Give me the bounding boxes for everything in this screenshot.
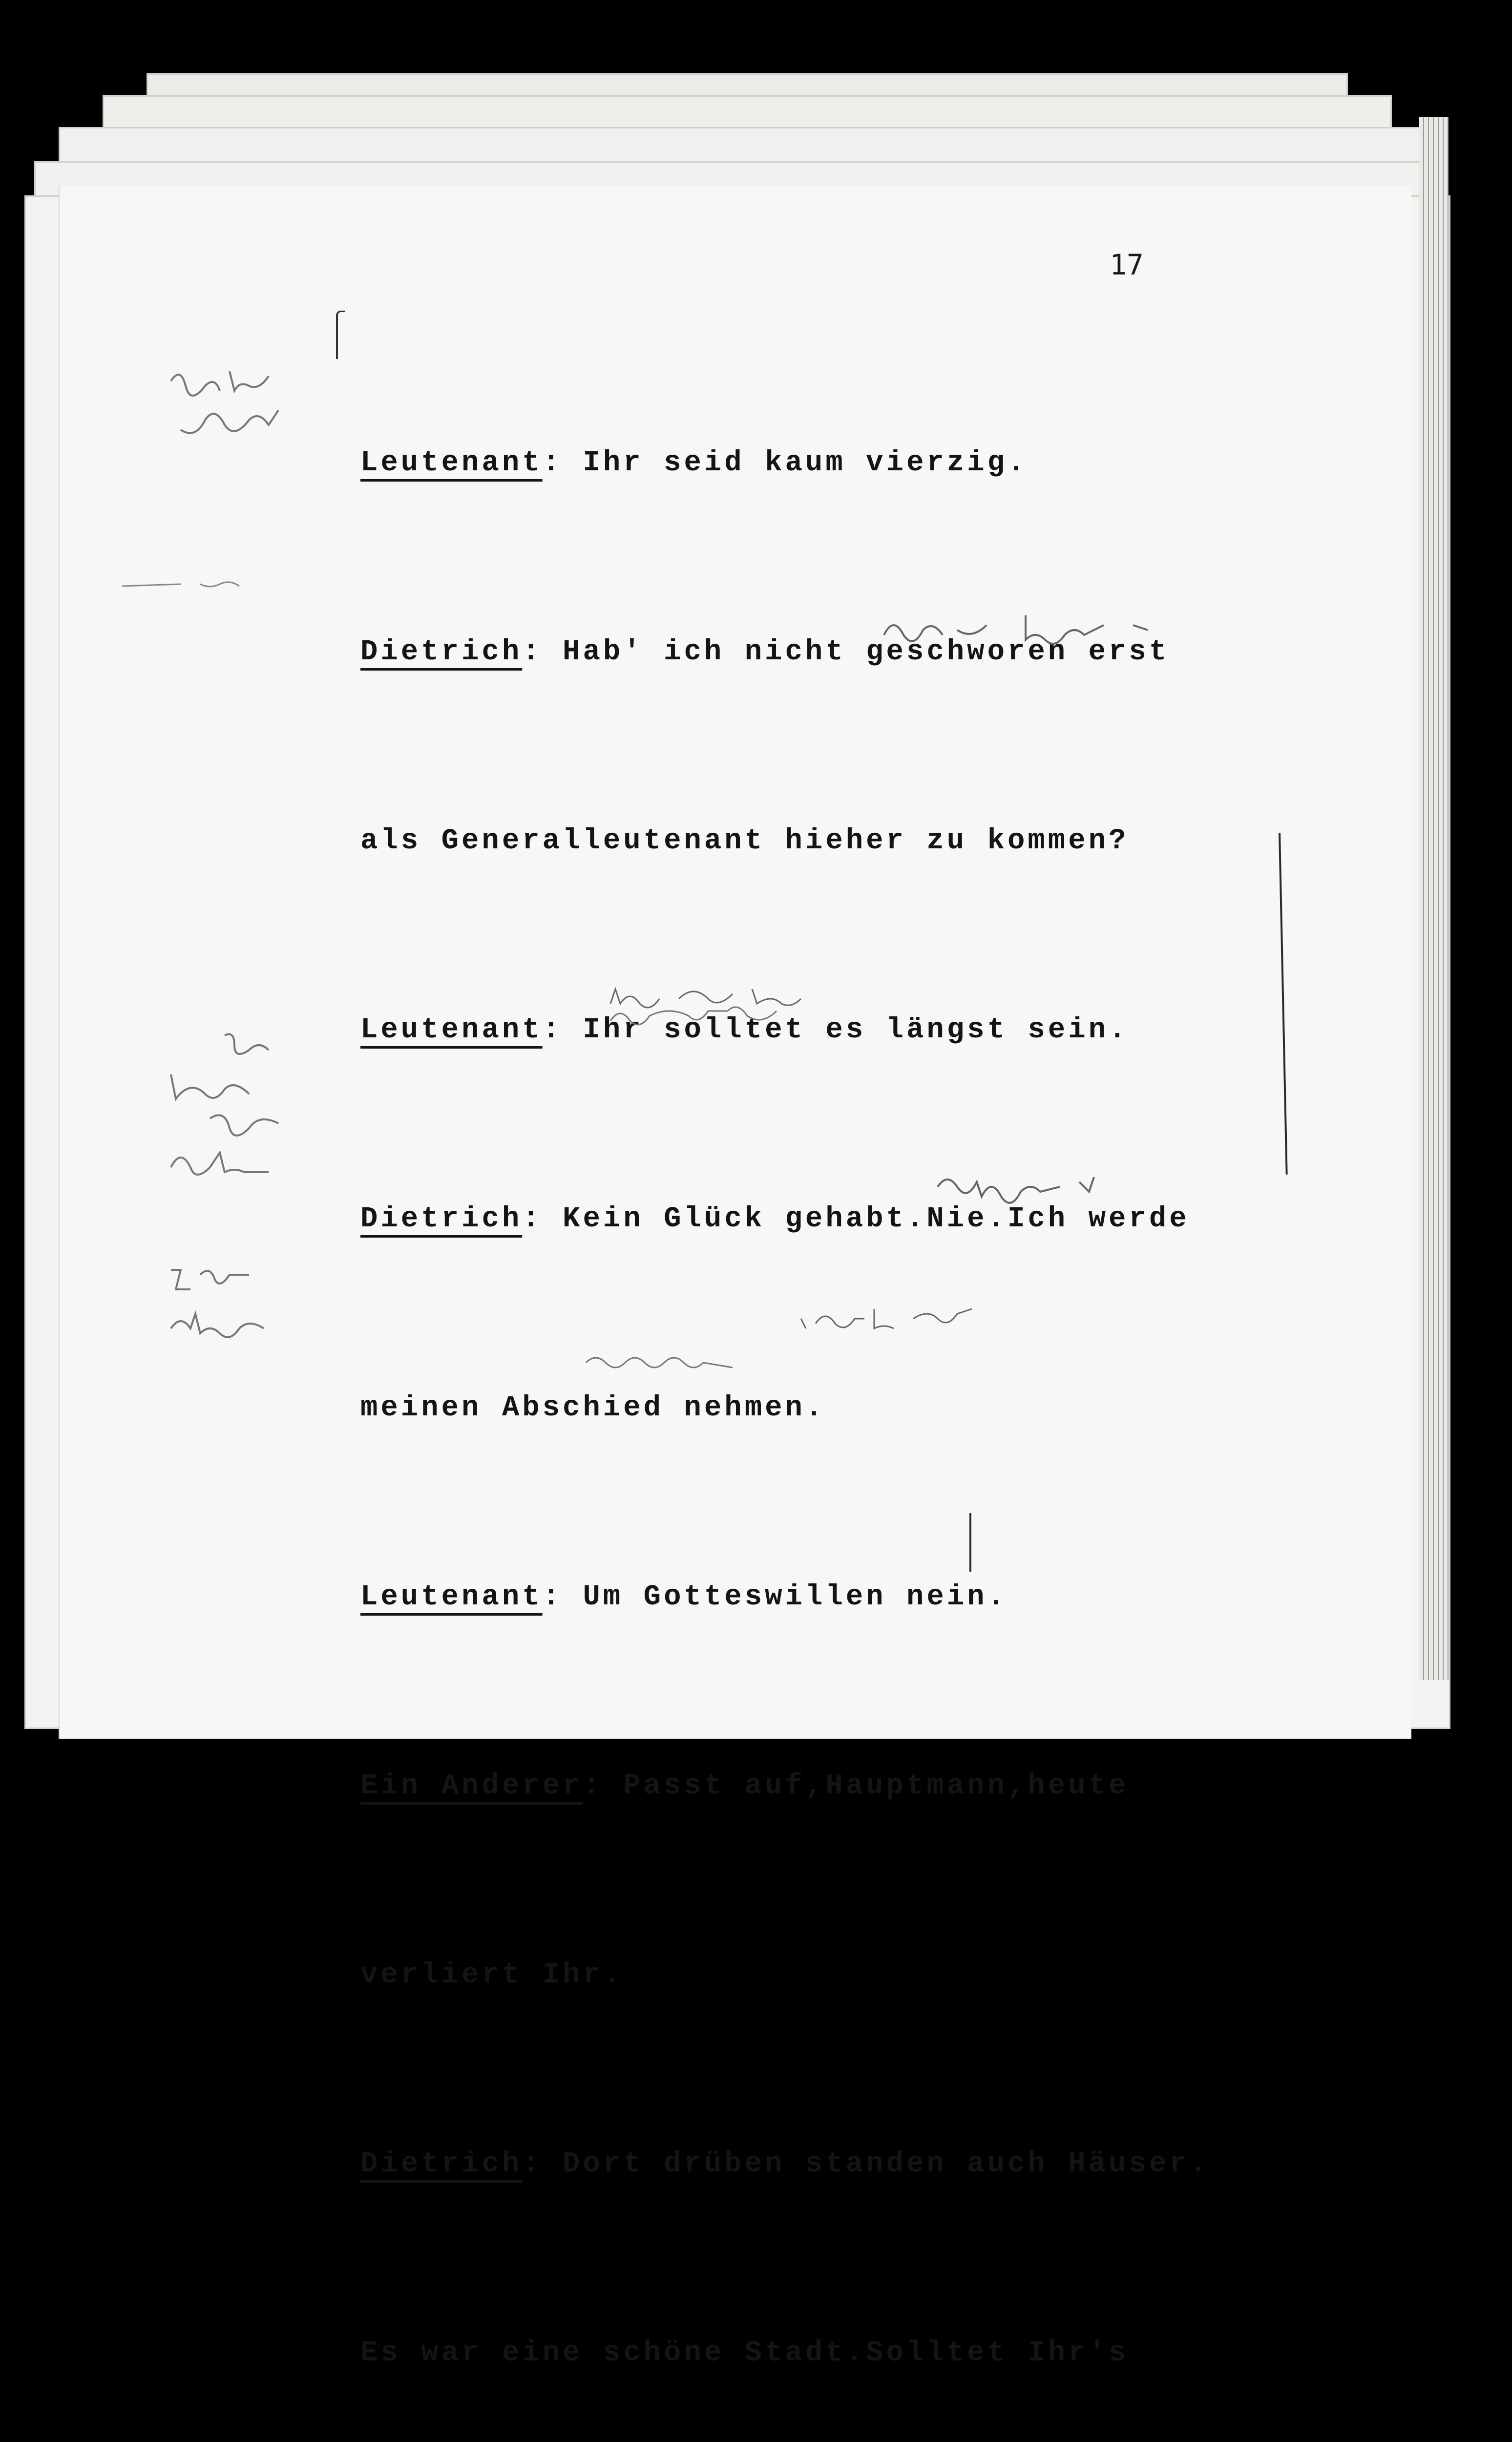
handwritten-scribble — [796, 1299, 1011, 1338]
dialogue-line — [360, 1376, 1288, 1439]
line-text: : Dort drüben standen auch Häuser. — [522, 2147, 1210, 2180]
dialogue-line — [360, 1754, 1288, 1817]
margin-bracket — [336, 311, 345, 359]
line-text: als Generalleutenant hieher zu kommen? — [360, 824, 1129, 857]
line-text: : Hab' ich nicht geschworen erst — [522, 635, 1170, 668]
handwritten-scribble — [933, 1162, 1109, 1201]
dialogue-line — [360, 2132, 1288, 2195]
line-text: Es war eine schöne Stadt.Solltet Ihr's — [360, 2337, 1129, 2369]
dialogue-line — [360, 1187, 1288, 1250]
handwritten-scribble — [117, 571, 273, 601]
page-number: 17 — [1110, 248, 1144, 281]
line-text: meinen Abschied nehmen. — [360, 1391, 826, 1424]
speaker-name: Dietrich — [360, 635, 523, 668]
speaker-name: Dietrich — [360, 1202, 523, 1235]
handwritten-scribble — [879, 606, 1172, 654]
handwritten-scribble — [161, 1026, 317, 1211]
line-text: : Kein Glück gehabt.Nie.Ich werde — [522, 1202, 1190, 1235]
handwritten-scribble — [581, 1348, 762, 1377]
speaker-name: Leutenant — [360, 1580, 543, 1613]
line-text: : Ihr seid kaum vierzig. — [542, 446, 1028, 479]
dialogue-line — [360, 809, 1288, 872]
line-text: : Passt auf,Hauptmann,heute — [583, 1769, 1129, 1802]
speaker-name: Leutenant — [360, 446, 543, 479]
line-text: : Um Gotteswillen nein. — [542, 1580, 1008, 1613]
dialogue-line — [360, 2321, 1288, 2384]
speaker-name: Leutenant — [360, 1013, 543, 1046]
dialogue-line — [360, 431, 1288, 494]
line-text: : Ihr solltet es längst sein. — [542, 1013, 1129, 1046]
line-text: verliert Ihr. — [360, 1958, 624, 1991]
dialogue-line — [360, 1565, 1288, 1628]
speaker-name: Ein Anderer — [360, 1769, 583, 1802]
speaker-name: Dietrich — [360, 2147, 523, 2180]
stacked-page-edges — [1419, 117, 1449, 1680]
handwritten-scribble — [161, 1255, 308, 1353]
handwritten-scribble — [161, 361, 327, 488]
handwritten-scribble — [606, 1001, 860, 1031]
insertion-mark — [969, 1513, 971, 1572]
dialogue-line — [360, 1943, 1288, 2006]
